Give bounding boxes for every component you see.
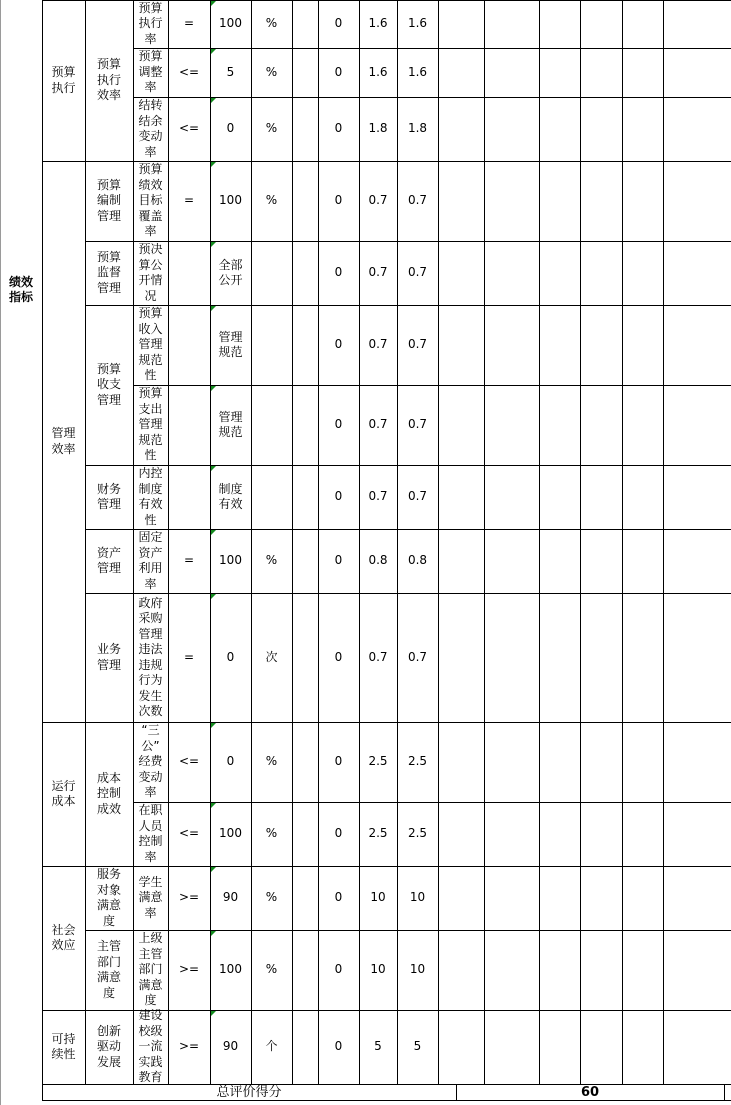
- actual-value: 0: [334, 754, 343, 769]
- weight-value: 1.8: [368, 121, 388, 136]
- indicator-name: 预算 执行 率: [138, 0, 163, 46]
- target-value: 100: [219, 193, 242, 208]
- indicator-name: 在职 人员 控制 率: [138, 803, 163, 864]
- weight-value: 1.6: [368, 64, 388, 79]
- operator-cell: [168, 241, 210, 305]
- operator-cell: >=: [178, 890, 200, 905]
- operator-cell: =: [183, 16, 195, 31]
- subgroup-label: 资产 管理: [96, 545, 121, 575]
- subgroup-label: 预算 监督 管理: [96, 249, 121, 295]
- corner-mark: [211, 723, 216, 728]
- operator-cell: <=: [178, 64, 200, 79]
- corner-mark: [211, 1, 216, 6]
- score-value: 1.8: [407, 121, 428, 136]
- target-value: 0: [226, 754, 235, 769]
- empty-cell: [292, 593, 318, 722]
- weight-value: 0.7: [368, 337, 388, 352]
- operator-cell: >=: [178, 962, 200, 977]
- weight-value: 0.7: [368, 649, 388, 664]
- score-value: 2.5: [407, 754, 428, 769]
- indicator-name: 上级 主管 部门 满意 度: [138, 931, 163, 1008]
- score-value: 1.6: [407, 16, 428, 31]
- indicator-name: 内控 制度 有效 性: [138, 466, 163, 527]
- subgroup-label: 财务 管理: [96, 481, 121, 511]
- score-value: 0.7: [407, 649, 428, 664]
- indicator-name: 政府 采购 管理 违法 违规 行为 发生 次数: [138, 595, 163, 718]
- target-value: 5: [226, 64, 235, 79]
- group-label: 管理 效率: [51, 426, 76, 456]
- corner-mark: [211, 466, 216, 471]
- unit-cell: %: [265, 121, 278, 136]
- operator-cell: <=: [178, 121, 200, 136]
- target-value: 100: [219, 16, 242, 31]
- indicator-name: “三 公” 经费 变动 率: [138, 723, 163, 800]
- corner-mark: [211, 867, 216, 872]
- group-label: 社会 效应: [51, 922, 76, 952]
- indicator-name: 预算 支出 管理 规范 性: [138, 386, 163, 463]
- weight-value: 0.8: [368, 553, 388, 568]
- corner-mark: [211, 162, 216, 167]
- indicator-name: 预决 算公 开情 况: [138, 242, 163, 303]
- weight-value: 0.7: [368, 193, 388, 208]
- total-score-value: 60: [580, 1084, 600, 1100]
- corner-mark: [211, 594, 216, 599]
- target-value: 全部 公开: [218, 257, 243, 287]
- subgroup-label: 业务 管理: [96, 642, 121, 672]
- target-value: 管理 规范: [218, 409, 243, 439]
- corner-mark: [211, 386, 216, 391]
- target-value: 100: [219, 826, 242, 841]
- actual-value: 0: [334, 121, 343, 136]
- corner-mark: [211, 931, 216, 936]
- unit-cell: [251, 465, 292, 529]
- actual-value: 0: [334, 1039, 343, 1054]
- target-value: 90: [222, 890, 239, 905]
- indicator-name: 预算 调整 率: [138, 49, 163, 95]
- score-value: 0.7: [407, 417, 428, 432]
- actual-value: 0: [334, 890, 343, 905]
- weight-value: 10: [370, 890, 386, 905]
- target-value: 100: [219, 553, 242, 568]
- operator-cell: [168, 465, 210, 529]
- score-value: 10: [409, 962, 426, 977]
- subgroup-label: 创新 驱动 发展: [96, 1023, 121, 1069]
- operator-cell: [168, 305, 210, 385]
- sheet-edge: [0, 0, 1, 1105]
- empty-cell: [292, 305, 318, 385]
- empty-cell: [292, 0, 318, 48]
- target-value: 100: [219, 962, 242, 977]
- corner-mark: [211, 98, 216, 103]
- unit-cell: [251, 305, 292, 385]
- score-value: 2.5: [407, 826, 428, 841]
- grid-line: [539, 0, 540, 1084]
- empty-cell: [292, 161, 318, 241]
- weight-value: 0.7: [368, 265, 388, 280]
- target-value: 制度 有效: [218, 481, 243, 511]
- grid-line: [484, 0, 485, 1084]
- unit-cell: %: [265, 64, 278, 79]
- empty-cell: [292, 866, 318, 930]
- weight-value: 0.7: [368, 417, 388, 432]
- actual-value: 0: [334, 16, 343, 31]
- score-value: 0.7: [407, 265, 428, 280]
- actual-value: 0: [334, 962, 343, 977]
- empty-cell: [292, 529, 318, 593]
- weight-value: 5: [374, 1039, 382, 1054]
- weight-value: 1.6: [368, 16, 388, 31]
- empty-cell: [292, 97, 318, 161]
- operator-cell: =: [183, 193, 195, 208]
- operator-cell: <=: [178, 754, 200, 769]
- weight-value: 2.5: [368, 826, 388, 841]
- weight-value: 2.5: [368, 754, 388, 769]
- indicator-name: 结转 结余 变动 率: [138, 98, 163, 159]
- corner-mark: [211, 530, 216, 535]
- empty-cell: [292, 241, 318, 305]
- empty-cell: [292, 1010, 318, 1084]
- target-value: 0: [226, 649, 235, 664]
- grid-line: [580, 0, 581, 1084]
- score-value: 0.7: [407, 337, 428, 352]
- empty-cell: [292, 48, 318, 97]
- unit-cell: 个: [265, 1039, 278, 1054]
- weight-value: 10: [370, 962, 386, 977]
- grid-line: [663, 0, 664, 1084]
- grid-line: [42, 1100, 731, 1101]
- unit-cell: 次: [265, 649, 278, 664]
- subgroup-label: 预算 收支 管理: [96, 361, 121, 407]
- unit-cell: %: [265, 962, 278, 977]
- actual-value: 0: [334, 553, 343, 568]
- subgroup-label: 服务 对象 满意 度: [96, 867, 121, 928]
- empty-cell: [292, 802, 318, 866]
- corner-mark: [211, 803, 216, 808]
- indicator-name: 预算 绩效 目标 覆盖 率: [138, 162, 163, 239]
- score-value: 0.7: [407, 489, 428, 504]
- actual-value: 0: [334, 64, 343, 79]
- subgroup-label: 预算 执行 效率: [96, 57, 121, 103]
- target-value: 管理 规范: [218, 329, 243, 359]
- actual-value: 0: [334, 193, 343, 208]
- unit-cell: %: [265, 890, 278, 905]
- unit-cell: [251, 385, 292, 465]
- actual-value: 0: [334, 417, 343, 432]
- indicator-name: 固定 资产 利用 率: [138, 530, 163, 591]
- actual-value: 0: [334, 826, 343, 841]
- weight-value: 0.7: [368, 489, 388, 504]
- grid-line: [438, 0, 439, 1084]
- corner-mark: [211, 49, 216, 54]
- score-value: 0.7: [407, 193, 428, 208]
- indicator-name: 学生 满意 率: [138, 874, 163, 920]
- subgroup-label: 成本 控制 成效: [96, 770, 121, 816]
- unit-cell: %: [265, 553, 278, 568]
- subgroup-label: 主管 部门 满意 度: [96, 939, 121, 1000]
- score-value: 5: [413, 1039, 422, 1054]
- operator-cell: >=: [178, 1039, 200, 1054]
- operator-cell: <=: [178, 826, 200, 841]
- score-value: 10: [409, 890, 426, 905]
- actual-value: 0: [334, 337, 343, 352]
- actual-value: 0: [334, 649, 343, 664]
- grid-line: [622, 0, 623, 1084]
- target-value: 90: [222, 1039, 239, 1054]
- total-score-label: 总评价得分: [216, 1084, 282, 1100]
- operator-cell: =: [183, 553, 195, 568]
- score-value: 1.6: [407, 64, 428, 79]
- section-label: 绩效 指标: [8, 274, 33, 304]
- empty-cell: [292, 930, 318, 1010]
- grid-line: [724, 1084, 725, 1101]
- corner-mark: [211, 242, 216, 247]
- empty-cell: [292, 465, 318, 529]
- corner-mark: [211, 1011, 216, 1016]
- operator-cell: [168, 385, 210, 465]
- unit-cell: %: [265, 754, 278, 769]
- actual-value: 0: [334, 489, 343, 504]
- indicator-name: 建设 校级 一流 实践 教育: [138, 1008, 163, 1085]
- operator-cell: =: [183, 649, 195, 664]
- subgroup-label: 预算 编制 管理: [96, 177, 121, 223]
- unit-cell: %: [265, 193, 278, 208]
- group-label: 可持 续性: [51, 1031, 76, 1061]
- unit-cell: [251, 241, 292, 305]
- group-label: 预算 执行: [51, 65, 76, 95]
- empty-cell: [292, 722, 318, 802]
- empty-cell: [292, 385, 318, 465]
- score-value: 0.8: [407, 553, 428, 568]
- unit-cell: %: [265, 826, 278, 841]
- group-label: 运行 成本: [51, 778, 76, 808]
- indicator-name: 预算 收入 管理 规范 性: [138, 306, 163, 383]
- unit-cell: %: [265, 16, 278, 31]
- target-value: 0: [226, 121, 235, 136]
- corner-mark: [211, 306, 216, 311]
- actual-value: 0: [334, 265, 343, 280]
